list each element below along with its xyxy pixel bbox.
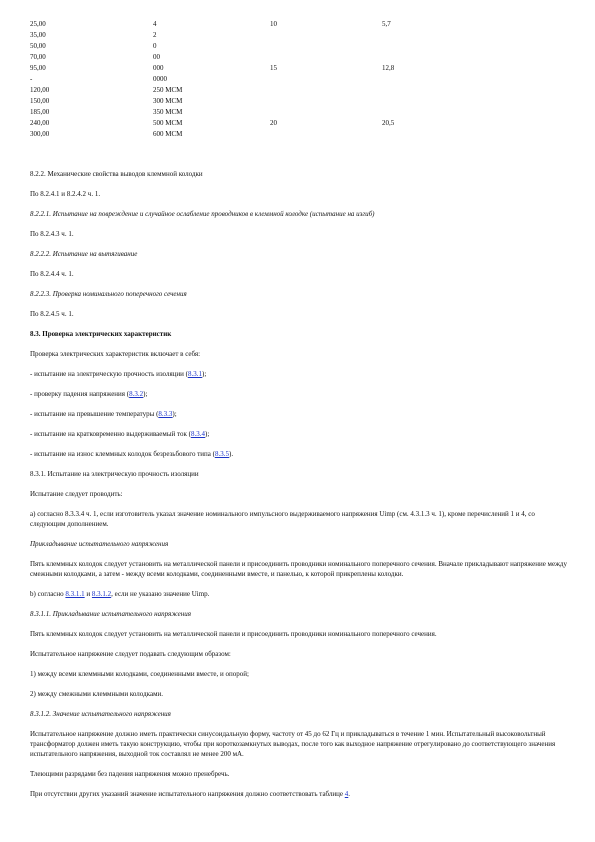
table-body xyxy=(30,19,482,140)
table-row xyxy=(30,41,482,52)
table-cell xyxy=(270,30,382,41)
list-item: - испытание на электрическую прочность изоляции (8.3.1); xyxy=(30,370,207,378)
table-row xyxy=(30,118,482,129)
table-cell xyxy=(270,107,382,118)
table-cell: 15 xyxy=(270,64,277,72)
paragraph: Испытательное напряжение следует подавать следующим образом: xyxy=(30,650,231,658)
table-cell: 000 xyxy=(153,64,164,72)
table-cell: 300 MCM xyxy=(153,97,183,105)
table-cell xyxy=(382,96,482,107)
table-row xyxy=(30,63,482,74)
link-8-3-1[interactable]: 8.3.1 xyxy=(187,370,202,378)
italic-heading: Прикладывание испытательного напряжения xyxy=(30,540,169,548)
subsection-heading-8-2-2-3: 8.2.2.3. Проверка номинального поперечного сечения xyxy=(30,290,187,298)
paragraph: Пять клеммных колодок следует установить на металлической панели и присоединить проводники номинального поперечного сечения. xyxy=(30,630,437,638)
list-item: 2) между смежными клеммными колодками. xyxy=(30,690,163,698)
link-8-3-5[interactable]: 8.3.5 xyxy=(214,450,229,458)
table-cell: 10 xyxy=(270,20,277,28)
paragraph: Тлеющими разрядами без падения напряжения можно пренебречь. xyxy=(30,770,230,778)
table-cell: 70,00 xyxy=(30,53,46,61)
table-cell: 95,00 xyxy=(30,64,46,72)
link-8-3-4[interactable]: 8.3.4 xyxy=(190,430,205,438)
list-item: - проверку падения напряжения (8.3.2); xyxy=(30,390,148,398)
table-cell xyxy=(382,107,482,118)
document-body xyxy=(30,169,570,809)
table-cell xyxy=(270,96,382,107)
link-8-3-1-2[interactable]: 8.3.1.2 xyxy=(91,590,112,598)
table-row xyxy=(30,96,482,107)
paragraph: Проверка электрических характеристик включает в себя: xyxy=(30,350,201,358)
section-heading-8-3-1: 8.3.1. Испытание на электрическую прочность изоляции xyxy=(30,470,199,478)
table-cell xyxy=(382,129,482,140)
table-row xyxy=(30,107,482,118)
table-cell: - xyxy=(30,75,33,83)
table-cell: 4 xyxy=(153,20,157,28)
paragraph-ref: По 8.2.4.4 ч. 1. xyxy=(30,270,74,278)
table-cell xyxy=(270,52,382,63)
table-cell xyxy=(382,52,482,63)
table-cell: 5,7 xyxy=(382,20,391,28)
table-cell xyxy=(382,30,482,41)
table-row xyxy=(30,74,482,85)
table-cell xyxy=(270,41,382,52)
table-cell: 185,00 xyxy=(30,108,50,116)
list-item: - испытание на кратковременно выдерживаемый ток (8.3.4); xyxy=(30,430,210,438)
table-cell: 00 xyxy=(153,53,160,61)
table-cell: 0 xyxy=(153,42,157,50)
paragraph: При отсутствии других указаний значение испытательного напряжения должно соответствовать таблице 4. xyxy=(30,790,351,798)
list-item: - испытание на превышение температуры (8.3.3); xyxy=(30,410,177,418)
table-cell: 25,00 xyxy=(30,20,46,28)
section-heading-8-3: 8.3. Проверка электрических характеристик xyxy=(30,330,172,338)
link-8-3-3[interactable]: 8.3.3 xyxy=(158,410,173,418)
link-8-3-2[interactable]: 8.3.2 xyxy=(129,390,144,398)
subsection-heading-8-3-1-2: 8.3.1.2. Значение испытательного напряжения xyxy=(30,710,171,718)
table-cell xyxy=(270,74,382,85)
table-cell: 35,00 xyxy=(30,31,46,39)
paragraph-ref: По 8.2.4.3 ч. 1. xyxy=(30,230,74,238)
link-8-3-1-1[interactable]: 8.3.1.1 xyxy=(65,590,85,598)
table-cell xyxy=(382,74,482,85)
conductor-size-table xyxy=(30,19,482,140)
table-cell: 350 MCM xyxy=(153,108,183,116)
table-row xyxy=(30,30,482,41)
table-cell: 0000 xyxy=(153,75,167,83)
table-row xyxy=(30,19,482,30)
link-table-4[interactable]: 4 xyxy=(344,790,349,798)
table-cell: 2 xyxy=(153,31,157,39)
table-cell: 240,00 xyxy=(30,119,50,127)
paragraph: Пять клеммных колодок следует установить на металлической панели и присоединить проводники номинального поперечного сечения. Вначале прикладывают напряжение между смежными колодками, а затем - между всеми колодками, соединенными вместе, и панелью, к которой прикреплены колодки. xyxy=(30,560,567,578)
list-item: 1) между всеми клеммными колодками, соединенными вместе, и опорой; xyxy=(30,670,249,678)
paragraph: Испытание следует проводить: xyxy=(30,490,123,498)
table-cell: 150,00 xyxy=(30,97,50,105)
table-cell: 300,00 xyxy=(30,130,50,138)
table-cell: 50,00 xyxy=(30,42,46,50)
table-cell xyxy=(382,41,482,52)
table-row xyxy=(30,52,482,63)
table-cell xyxy=(382,85,482,96)
table-cell xyxy=(270,129,382,140)
paragraph: Испытательное напряжение должно иметь практически синусоидальную форму, частоту от 45 до 62 Гц и прикладываться в течение 1 мин. Испытательный высоковольтный трансформатор должен иметь такую конструкцию, чтобы при короткозамкнутых выводах, после того как выходное напряжение отрегулировано до соответствующего значения испытательного напряжения, выходной ток составлял не менее 200 мА. xyxy=(30,730,556,758)
table-cell: 250 MCM xyxy=(153,86,183,94)
table-cell: 600 MCM xyxy=(153,130,183,138)
table-row xyxy=(30,129,482,140)
list-item: - испытание на износ клеммных колодок безрезьбового типа (8.3.5). xyxy=(30,450,234,458)
paragraph-ref: По 8.2.4.5 ч. 1. xyxy=(30,310,74,318)
section-heading-8-2-2: 8.2.2. Механические свойства выводов клеммной колодки xyxy=(30,170,203,178)
paragraph: b) согласно 8.3.1.1 и 8.3.1.2, если не указано значение Uimp. xyxy=(30,590,210,598)
paragraph: а) согласно 8.3.3.4 ч. 1, если изготовитель указал значение номинального импульсного выдерживаемого напряжения Uimp (см. 4.3.1.3 ч. 1), кроме перечислений 1 и 4, со следующим дополнением. xyxy=(30,510,535,528)
table-cell: 500 MCM xyxy=(153,119,183,127)
table-cell: 20 xyxy=(270,119,277,127)
table-cell: 12,8 xyxy=(382,64,395,72)
subsection-heading-8-2-2-2: 8.2.2.2. Испытание на вытягивание xyxy=(30,250,138,258)
paragraph-ref: По 8.2.4.1 и 8.2.4.2 ч. 1. xyxy=(30,190,101,198)
table-cell: 120,00 xyxy=(30,86,50,94)
table-cell: 20,5 xyxy=(382,119,395,127)
subsection-heading-8-3-1-1: 8.3.1.1. Прикладывание испытательного напряжения xyxy=(30,610,192,618)
table-cell xyxy=(270,85,382,96)
table-row xyxy=(30,85,482,96)
subsection-heading-8-2-2-1: 8.2.2.1. Испытание на повреждение и случайное ослабление проводников в клеммной колодке (испытание на изгиб) xyxy=(30,210,375,218)
